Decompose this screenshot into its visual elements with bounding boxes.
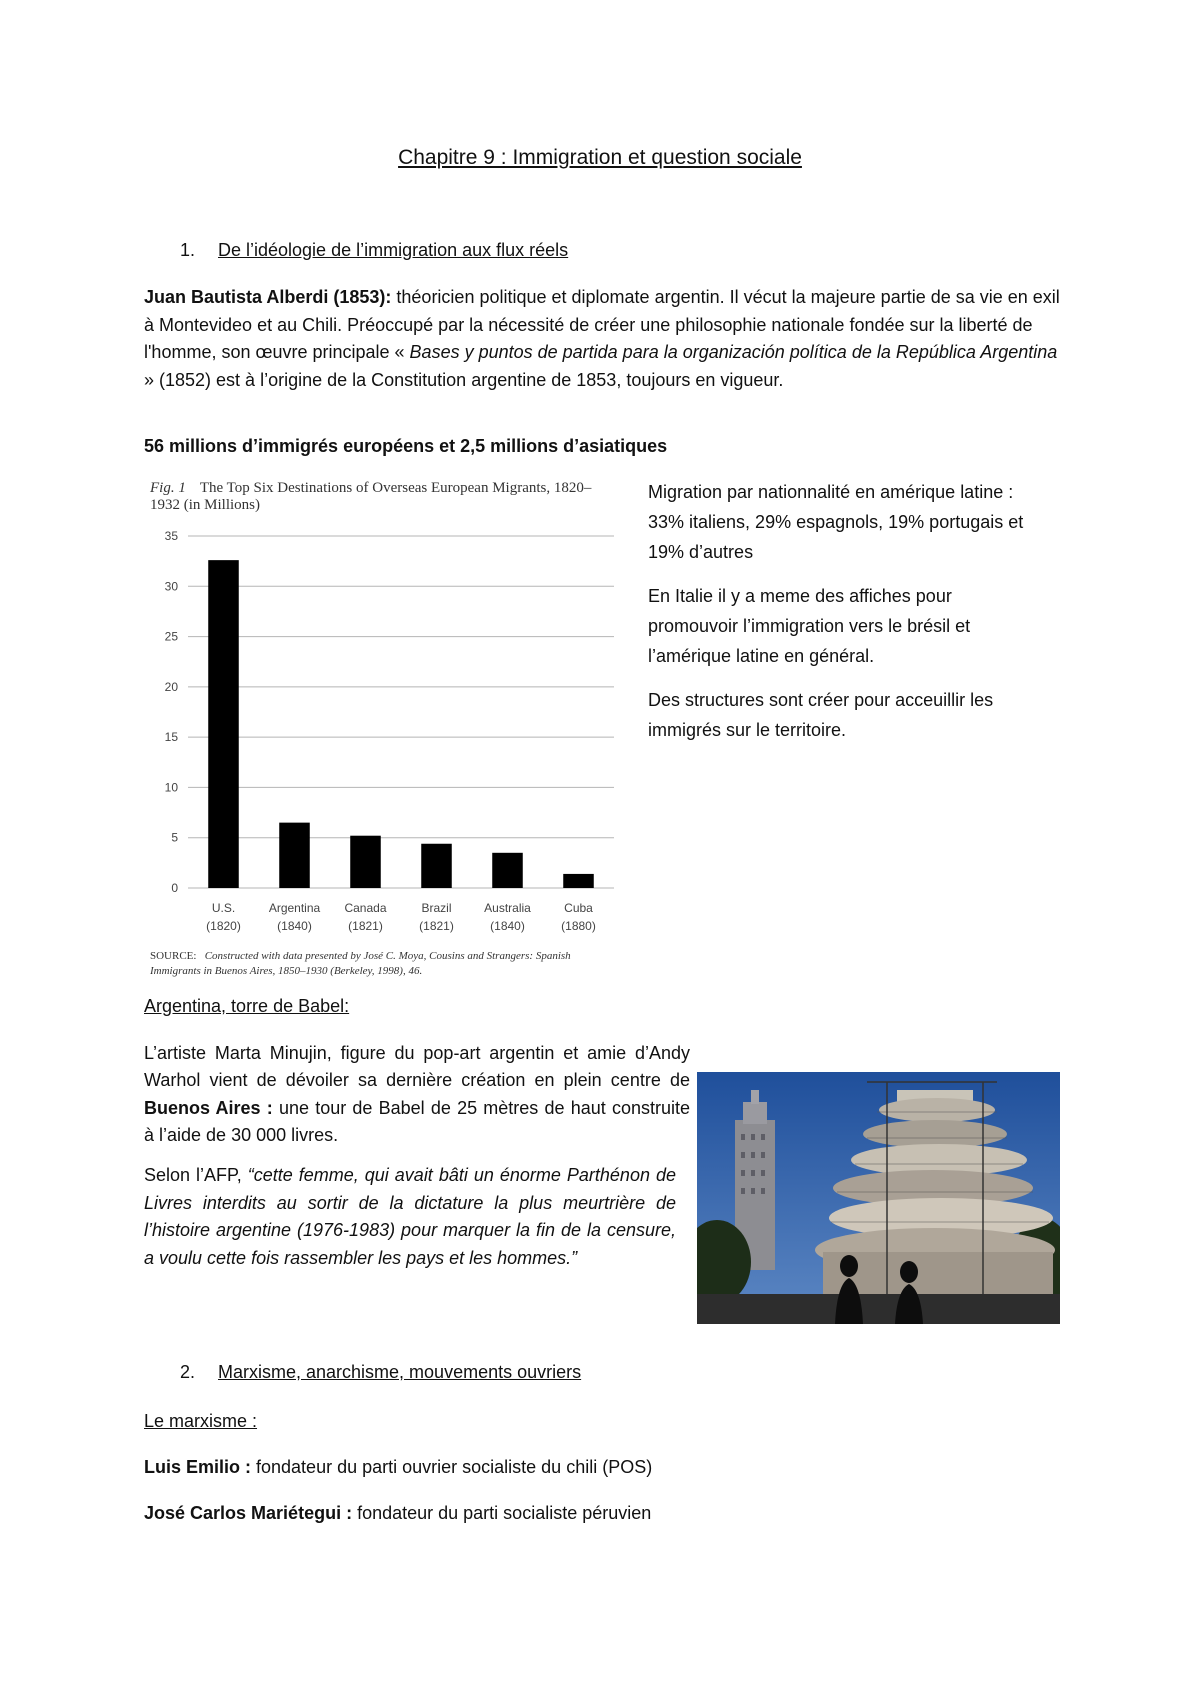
section-title: De l’idéologie de l’immigration aux flux réels bbox=[218, 240, 569, 260]
chart-x-tick-label: Brazil bbox=[421, 901, 452, 915]
chart-bar bbox=[563, 874, 594, 888]
section-number: 1. bbox=[180, 240, 196, 260]
migrants-chart bbox=[144, 476, 624, 984]
babel-bold-city: Buenos Aires : bbox=[144, 1097, 273, 1118]
chart-bar bbox=[421, 844, 452, 888]
marxisme-item bbox=[144, 1454, 1060, 1482]
chart-y-tick-label: 5 bbox=[171, 830, 178, 845]
chart-source-label: SOURCE: bbox=[150, 950, 197, 962]
section-title: Marxisme, anarchisme, mouvements ouvriers bbox=[218, 1362, 582, 1382]
marxisme-item-name: Luis Emilio : bbox=[144, 1457, 252, 1477]
chart-y-tick-label: 10 bbox=[164, 780, 178, 795]
chart-svg bbox=[144, 476, 624, 946]
chart-y-tick-label: 30 bbox=[164, 579, 178, 594]
babel-paragraph-2 bbox=[144, 1162, 676, 1272]
marxisme-item-name: José Carlos Mariétegui : bbox=[144, 1503, 353, 1523]
chart-x-tick-year: (1880) bbox=[561, 919, 596, 933]
chart-y-tick-label: 20 bbox=[164, 679, 178, 694]
chart-y-tick-label: 25 bbox=[164, 629, 178, 644]
side-notes bbox=[648, 477, 1036, 759]
photo-float-spacer bbox=[690, 1067, 1060, 1285]
chart-x-tick-label: U.S. bbox=[211, 901, 236, 915]
chart-x-tick-label: Cuba bbox=[564, 901, 593, 915]
babel-quote: “cette femme, qui avait bâti un énorme Parthénon de Livres interdits au sortir de la dictature la plus meurtrière de l’histoire argentine (1976-1983) pour marquer la fin de la censure, a voulu cette fois rassembler les pays et les hommes.” bbox=[144, 1165, 676, 1268]
chart-y-tick-label: 35 bbox=[164, 529, 178, 543]
page-title: Chapitre 9 : Immigration et question sociale bbox=[398, 146, 802, 169]
side-note: Des structures sont créer pour acceuillir les immigrés sur le territoire. bbox=[648, 690, 994, 740]
alberdi-text-2: » (1852) est à l’origine de la Constitution argentine de 1853, toujours en vigueur. bbox=[144, 369, 784, 390]
side-note: En Italie il y a meme des affiches pour promouvoir l’immigration vers le brésil et l’amérique latine en général. bbox=[648, 586, 971, 666]
chart-x-tick-year: (1840) bbox=[490, 919, 525, 933]
chart-x-tick-label: Canada bbox=[344, 901, 387, 915]
chart-bar bbox=[492, 853, 523, 888]
chart-title: The Top Six Destinations of Overseas European Migrants, 1820–1932 (in Millions) bbox=[150, 480, 592, 513]
babel-text-end: une tour de Babel de 25 mètres de haut construite à l’aide de 30 000 livres. bbox=[144, 1097, 690, 1145]
section-number: 2. bbox=[180, 1362, 196, 1382]
babel-text-start: L’artiste Marta Minujin, figure du pop-art argentin et amie d’Andy Warhol vient de dévoiler sa dernière création en plein centre de bbox=[144, 1043, 690, 1091]
migrants-heading: 56 millions d’immigrés européens et 2,5 millions d’asiatiques bbox=[144, 436, 668, 456]
marxisme-item-text: fondateur du parti ouvrier socialiste du chili (POS) bbox=[251, 1457, 653, 1477]
chart-bar bbox=[279, 823, 310, 888]
marxisme-heading: Le marxisme : bbox=[144, 1411, 258, 1431]
alberdi-work: Bases y puntos de partida para la organización política de la República Argentina bbox=[409, 342, 1058, 362]
chart-x-tick-label: Australia bbox=[484, 901, 531, 915]
chart-source bbox=[150, 949, 620, 979]
alberdi-paragraph bbox=[144, 284, 1060, 394]
section-2-heading bbox=[180, 1362, 581, 1383]
side-note: Migration par nationnalité en amérique latine : 33% italiens, 29% espagnols, 19% portugais et 19% d’autres bbox=[648, 482, 1024, 562]
chart-x-tick-year: (1840) bbox=[277, 919, 312, 933]
chart-x-tick-year: (1821) bbox=[419, 919, 454, 933]
chart-x-tick-label: Argentina bbox=[268, 901, 321, 915]
chart-x-tick-year: (1820) bbox=[206, 919, 241, 933]
chart-x-tick-year: (1821) bbox=[348, 919, 383, 933]
alberdi-text-1: théoricien politique et diplomate argentin. Il vécut la majeure partie de sa vie en exil à Montevideo et au Chili. Préoccupé par la nécessité de créer une philosophie nationale fondée sur la liberté de l'homme, son œuvre principale « bbox=[144, 287, 1060, 362]
chart-y-tick-label: 15 bbox=[164, 730, 178, 745]
babel-afp: Selon l’AFP, bbox=[144, 1165, 248, 1185]
chart-fig-label: Fig. 1 bbox=[150, 480, 186, 496]
alberdi-name: Juan Bautista Alberdi (1853): bbox=[144, 287, 392, 307]
marxisme-item bbox=[144, 1500, 1060, 1528]
chart-bar bbox=[208, 560, 239, 888]
babel-heading: Argentina, torre de Babel: bbox=[144, 996, 350, 1016]
section-1-heading bbox=[180, 240, 568, 261]
chart-bar bbox=[350, 836, 381, 888]
chart-source-text: Constructed with data presented by José C. Moya, Cousins and Strangers: Spanish Immigrants in Buenos Aires, 1850–1930 (Berkeley, 1998), 46. bbox=[150, 950, 571, 977]
chart-y-tick-label: 0 bbox=[171, 881, 178, 895]
marxisme-item-text: fondateur du parti socialiste péruvien bbox=[352, 1503, 652, 1523]
